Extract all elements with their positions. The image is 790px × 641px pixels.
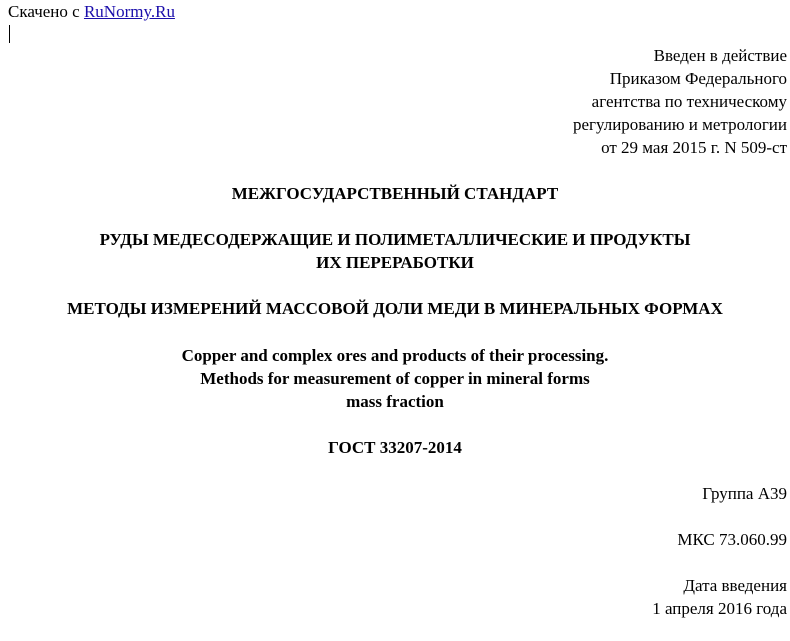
title-en-line: Methods for measurement of copper in mineral forms <box>200 369 590 388</box>
text-cursor <box>9 25 10 43</box>
title-en <box>0 344 790 413</box>
source-line <box>8 0 175 23</box>
title-ru-line: ИХ ПЕРЕРАБОТКИ <box>316 253 474 272</box>
title-en-line: Copper and complex ores and products of their processing. <box>181 346 609 365</box>
title-ru-line: РУДЫ МЕДЕСОДЕРЖАЩИЕ И ПОЛИМЕТАЛЛИЧЕСКИЕ И ПРОДУКТЫ <box>99 230 691 249</box>
mks-code: МКС 73.060.99 <box>677 530 787 549</box>
gost-number: ГОСТ 33207-2014 <box>328 438 462 457</box>
enactment-line: от 29 мая 2015 г. N 509-ст <box>601 138 787 157</box>
title-en-line: mass fraction <box>346 392 444 411</box>
subtitle-ru: МЕТОДЫ ИЗМЕРЕНИЙ МАССОВОЙ ДОЛИ МЕДИ В МИНЕРАЛЬНЫХ ФОРМАХ <box>67 299 723 318</box>
enactment-line: Приказом Федерального <box>609 69 787 88</box>
title-ru <box>0 228 790 274</box>
enactment-block <box>573 44 787 159</box>
source-prefix: Скачено с <box>8 2 84 21</box>
introduction-block <box>652 574 787 620</box>
enactment-line: агентства по техническому <box>591 92 787 111</box>
enactment-line: регулированию и метрологии <box>572 115 787 134</box>
standard-type: МЕЖГОСУДАРСТВЕННЫЙ СТАНДАРТ <box>231 184 559 203</box>
introduction-label: Дата введения <box>683 576 787 595</box>
source-link[interactable]: RuNormy.Ru <box>83 2 175 21</box>
enactment-line: Введен в действие <box>653 46 787 65</box>
group-code: Группа А39 <box>702 484 787 503</box>
introduction-date: 1 апреля 2016 года <box>652 599 787 618</box>
